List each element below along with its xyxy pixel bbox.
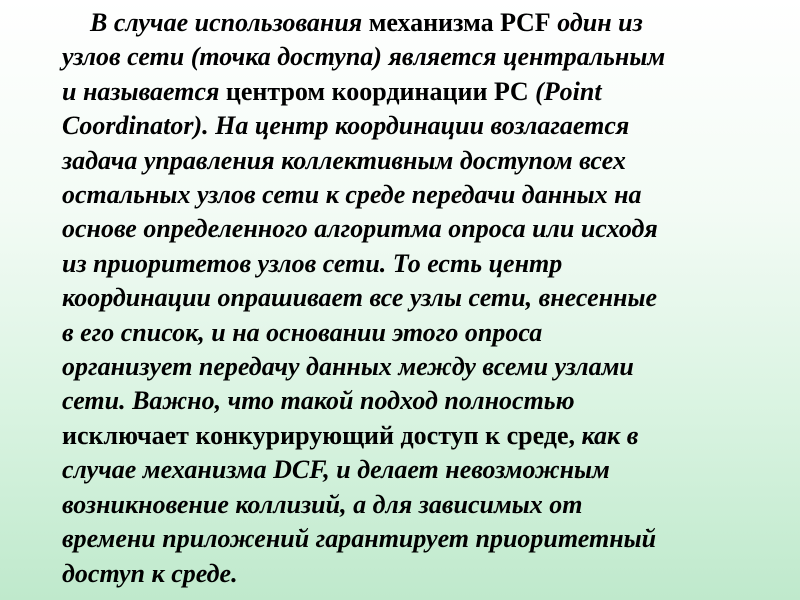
paragraph-line — [62, 109, 784, 143]
paragraph-line — [62, 281, 784, 315]
body-text: координации опрашивает все узлы сети, внесенные — [62, 283, 658, 313]
body-text: В случае использования — [90, 8, 369, 37]
body-text: задача управления коллективным доступом всех — [62, 145, 626, 175]
body-text: из приоритетов узлов сети. То есть центр — [62, 248, 563, 278]
paragraph-line — [62, 453, 784, 487]
body-text: основе определенного алгоритма опроса или исходя — [62, 214, 658, 244]
body-text: в его список, и на основании этого опроса — [62, 317, 543, 347]
body-paragraph — [62, 6, 784, 591]
body-text: (Point — [528, 76, 602, 106]
body-text: случае механизма DCF, и делает невозможным — [62, 455, 610, 485]
term-text: механизма PCF — [368, 8, 551, 37]
body-text: и называется — [62, 76, 226, 106]
paragraph-line — [62, 212, 784, 246]
paragraph-line — [62, 316, 784, 350]
body-text: один из — [550, 8, 643, 37]
body-text: времени приложений гарантирует приоритетный — [62, 524, 657, 554]
body-text: доступ к среде. — [62, 558, 238, 588]
paragraph-line — [62, 350, 784, 384]
body-text: как в — [574, 420, 639, 450]
paragraph-line — [62, 557, 784, 591]
body-text: сети. Важно, что такой подход полностью — [62, 386, 575, 416]
paragraph-line — [62, 144, 784, 178]
paragraph-line — [62, 384, 784, 418]
term-text: центром координации PC — [225, 76, 529, 106]
paragraph-line — [62, 75, 784, 109]
paragraph-line — [62, 247, 784, 281]
paragraph-line — [62, 522, 784, 556]
paragraph-line — [62, 419, 784, 453]
body-text: узлов сети (точка доступа) является центральным — [62, 42, 666, 72]
paragraph-line — [62, 488, 784, 522]
body-text: остальных узлов сети к среде передачи данных на — [62, 180, 642, 210]
paragraph-line — [62, 178, 784, 212]
paragraph-line — [62, 6, 784, 40]
term-text: исключает конкурирующий доступ к среде, — [62, 420, 575, 450]
body-text: Coordinator). На центр координации возлагается — [62, 111, 630, 141]
paragraph-line — [62, 40, 784, 74]
body-text: организует передачу данных между всеми узлами — [62, 352, 634, 382]
body-text: возникновение коллизий, а для зависимых от — [62, 489, 583, 519]
